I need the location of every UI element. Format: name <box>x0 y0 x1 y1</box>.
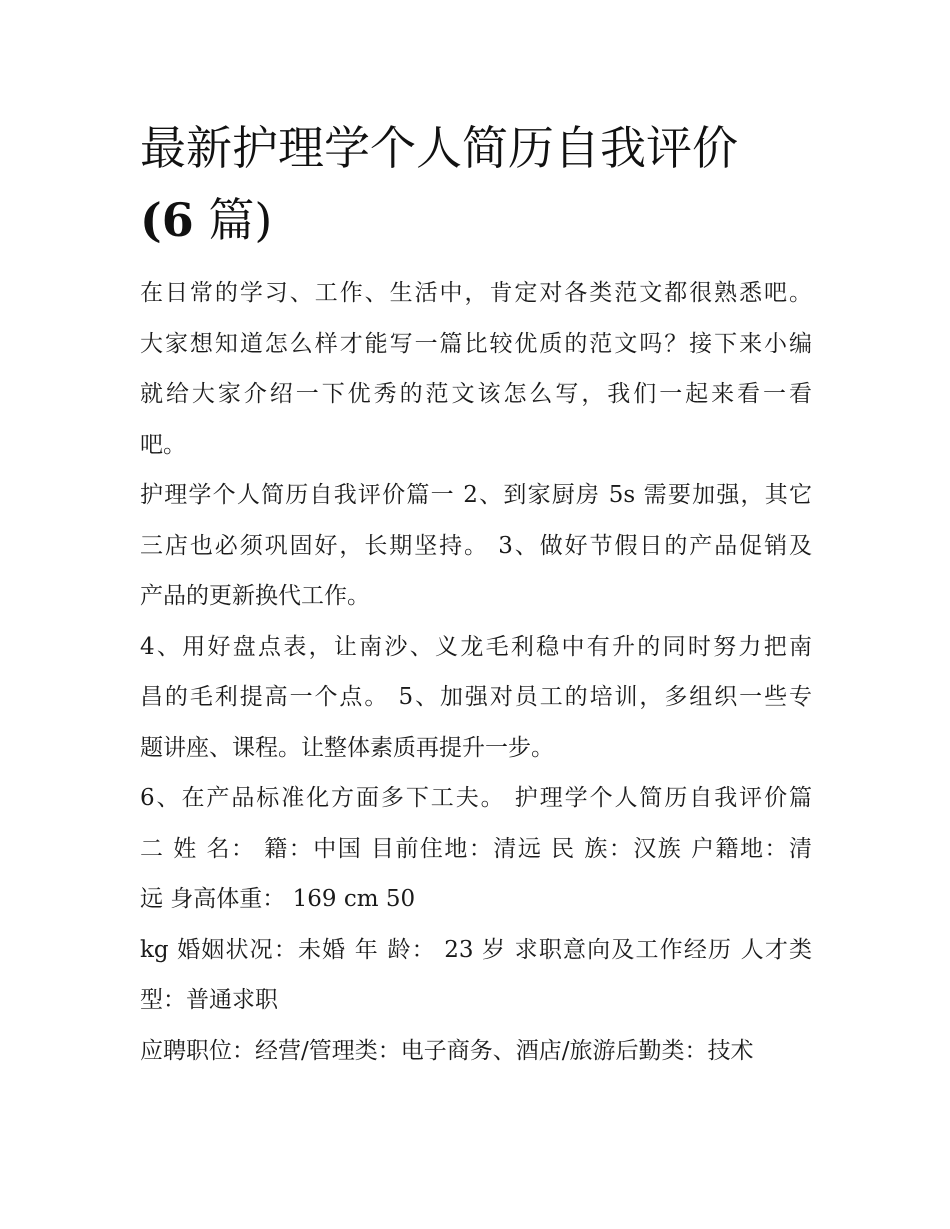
paragraph-line: 4、用好盘点表，让南沙、义龙毛利稳中有升的同时努力把南 <box>140 633 812 660</box>
paragraph-line: 产品的更新换代工作。 <box>140 583 370 609</box>
paragraph-line: 题讲座、课程。让整体素质再提升一步。 <box>140 734 554 761</box>
paragraph-line: 在日常的学习、工作、生活中，肯定对各类范文都很熟悉吧。 <box>140 280 812 306</box>
paragraph <box>140 622 812 774</box>
paragraph-line: kg 婚姻状况：未婚 年 龄： 23 岁 求职意向及工作经历 人才类 <box>140 936 812 963</box>
paragraph <box>140 470 812 622</box>
title-line-1: 最新护理学个人简历自我评价 <box>140 121 738 175</box>
paragraph-line: 昌的毛利提高一个点。 5、加强对员工的培训，多组织一些专 <box>140 684 812 710</box>
paragraph-line: 二 姓 名： 籍：中国 目前住地：清远 民 族：汉族 户籍地：清 <box>140 835 812 862</box>
paragraph-line: 三店也必须巩固好，长期坚持。 3、做好节假日的产品促销及 <box>140 532 812 559</box>
paragraph-line: 型：普通求职 <box>140 987 278 1013</box>
paragraph <box>140 268 812 470</box>
paragraph <box>140 925 812 1026</box>
paragraph-line: 应聘职位：经营/管理类：电子商务、酒店/旅游后勤类：技术 <box>140 1037 754 1064</box>
document-page <box>140 112 812 1076</box>
document-title <box>140 112 812 256</box>
paragraph <box>140 773 812 925</box>
title-line-2 <box>140 184 812 256</box>
paragraph-line: 远 身高体重： 169 cm 50 <box>140 886 416 912</box>
paragraph-line: 6、在产品标准化方面多下工夫。 护理学个人简历自我评价篇 <box>140 785 812 811</box>
paragraph-line: 大家想知道怎么样才能写一篇比较优质的范文吗？接下来小编 <box>140 330 812 357</box>
paragraph <box>140 1026 812 1077</box>
document-body <box>140 268 812 1076</box>
title-suffix: 篇) <box>208 193 273 247</box>
title-paren-open: ( <box>140 193 162 247</box>
paragraph-line: 吧。 <box>140 431 186 458</box>
paragraph-line: 就给大家介绍一下优秀的范文该怎么写，我们一起来看一看 <box>140 381 812 407</box>
paragraph-line: 护理学个人简历自我评价篇一 2、到家厨房 5s 需要加强，其它 <box>140 482 812 508</box>
title-count: 6 <box>161 193 194 247</box>
